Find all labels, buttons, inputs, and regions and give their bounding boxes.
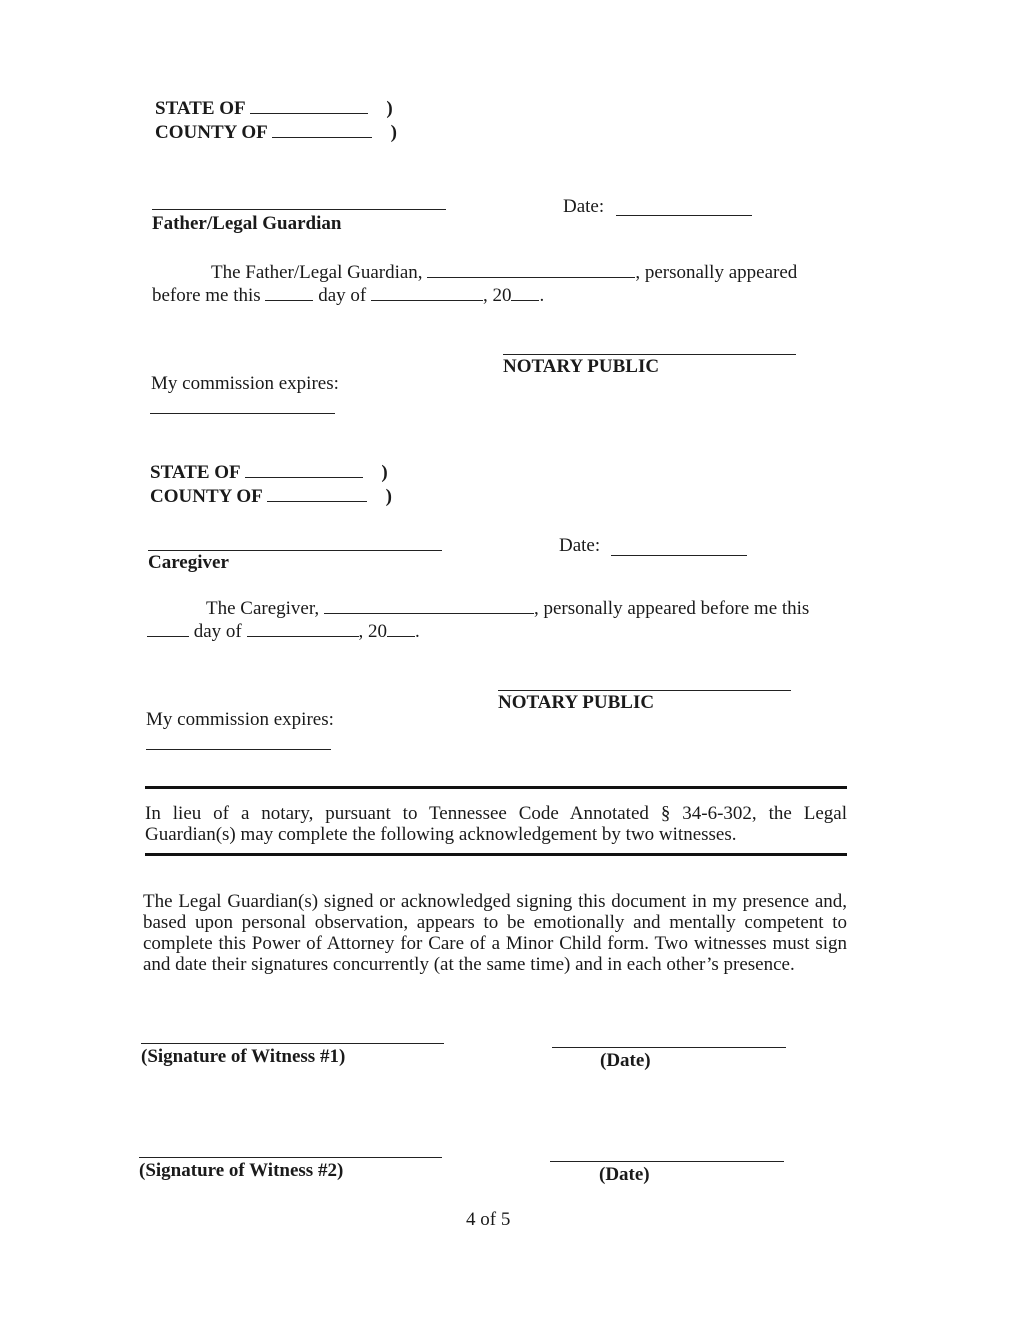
father-before-line: before me this day of , 20 . xyxy=(152,285,545,306)
witness2-signature-line[interactable] xyxy=(139,1157,442,1158)
witness1-date-line[interactable] xyxy=(552,1047,786,1048)
caregiver-name-blank[interactable] xyxy=(324,597,534,614)
notary1-commission-label: My commission expires: xyxy=(151,373,339,394)
father-month-blank[interactable] xyxy=(371,284,483,301)
father-year-blank[interactable] xyxy=(511,284,539,301)
witness1-date-label: (Date) xyxy=(600,1050,651,1071)
witness2-date-line[interactable] xyxy=(550,1161,784,1162)
caregiver-year-blank[interactable] xyxy=(387,620,415,637)
caregiver-date-line[interactable] xyxy=(611,555,747,556)
notary2-commission-label: My commission expires: xyxy=(146,709,334,730)
notary1-commission-line[interactable] xyxy=(150,413,335,414)
caregiver-day-line: day of , 20 . xyxy=(147,620,420,643)
notice-bottom-rule xyxy=(145,853,847,856)
state-blank[interactable] xyxy=(250,97,368,114)
father-date-line[interactable] xyxy=(616,215,752,216)
notary1-label: NOTARY PUBLIC xyxy=(503,356,660,377)
father-signature-line[interactable] xyxy=(152,209,446,210)
caregiver-signer-label: Caregiver xyxy=(148,552,229,573)
witness1-signature-line[interactable] xyxy=(141,1043,444,1044)
page-number: 4 of 5 xyxy=(466,1209,511,1230)
witness2-date-label: (Date) xyxy=(599,1164,650,1185)
father-signer-label: Father/Legal Guardian xyxy=(152,213,342,234)
caregiver-signature-line[interactable] xyxy=(148,550,442,551)
county-of-line: COUNTY OF ) xyxy=(155,122,397,143)
state-of-line: STATE OF ) xyxy=(155,98,393,119)
caregiver-appear-line: The Caregiver, , personally appeared before me this xyxy=(206,598,810,619)
notary1-signature-line[interactable] xyxy=(503,354,796,355)
county-blank[interactable] xyxy=(272,121,372,138)
state-of-line-2: STATE OF ) xyxy=(150,462,388,483)
witness-notice: In lieu of a notary, pursuant to Tennessee Code Annotated § 34-6-302, the Legal Guardian(s) may complete the following acknowledgement by two witnesses. xyxy=(145,803,847,845)
witness2-signature-label: (Signature of Witness #2) xyxy=(139,1160,344,1181)
notice-top-rule xyxy=(145,786,847,789)
witness1-signature-label: (Signature of Witness #1) xyxy=(141,1046,346,1067)
notary2-commission-line[interactable] xyxy=(146,749,331,750)
father-date-label: Date: xyxy=(563,196,605,217)
notary2-signature-line[interactable] xyxy=(498,690,791,691)
caregiver-day-blank[interactable] xyxy=(147,620,189,637)
father-name-blank[interactable] xyxy=(427,261,635,278)
father-day-blank[interactable] xyxy=(265,284,313,301)
caregiver-month-blank[interactable] xyxy=(247,620,359,637)
caregiver-date-label: Date: xyxy=(559,535,601,556)
witness-statement: The Legal Guardian(s) signed or acknowledged signing this document in my presence and, based upon personal observation, appears to be emotionally and mentally competent to complete this Power of Attorney for Care of a Minor Child form. Two witnesses must sign and date their signatures concurrently (at the same time) and in each other’s presence. xyxy=(143,891,847,975)
county-of-line-2: COUNTY OF ) xyxy=(150,486,392,507)
notary2-label: NOTARY PUBLIC xyxy=(498,692,655,713)
state-blank-2[interactable] xyxy=(245,461,363,478)
father-appear-line: The Father/Legal Guardian, , personally appeared xyxy=(211,262,798,283)
county-blank-2[interactable] xyxy=(267,485,367,502)
